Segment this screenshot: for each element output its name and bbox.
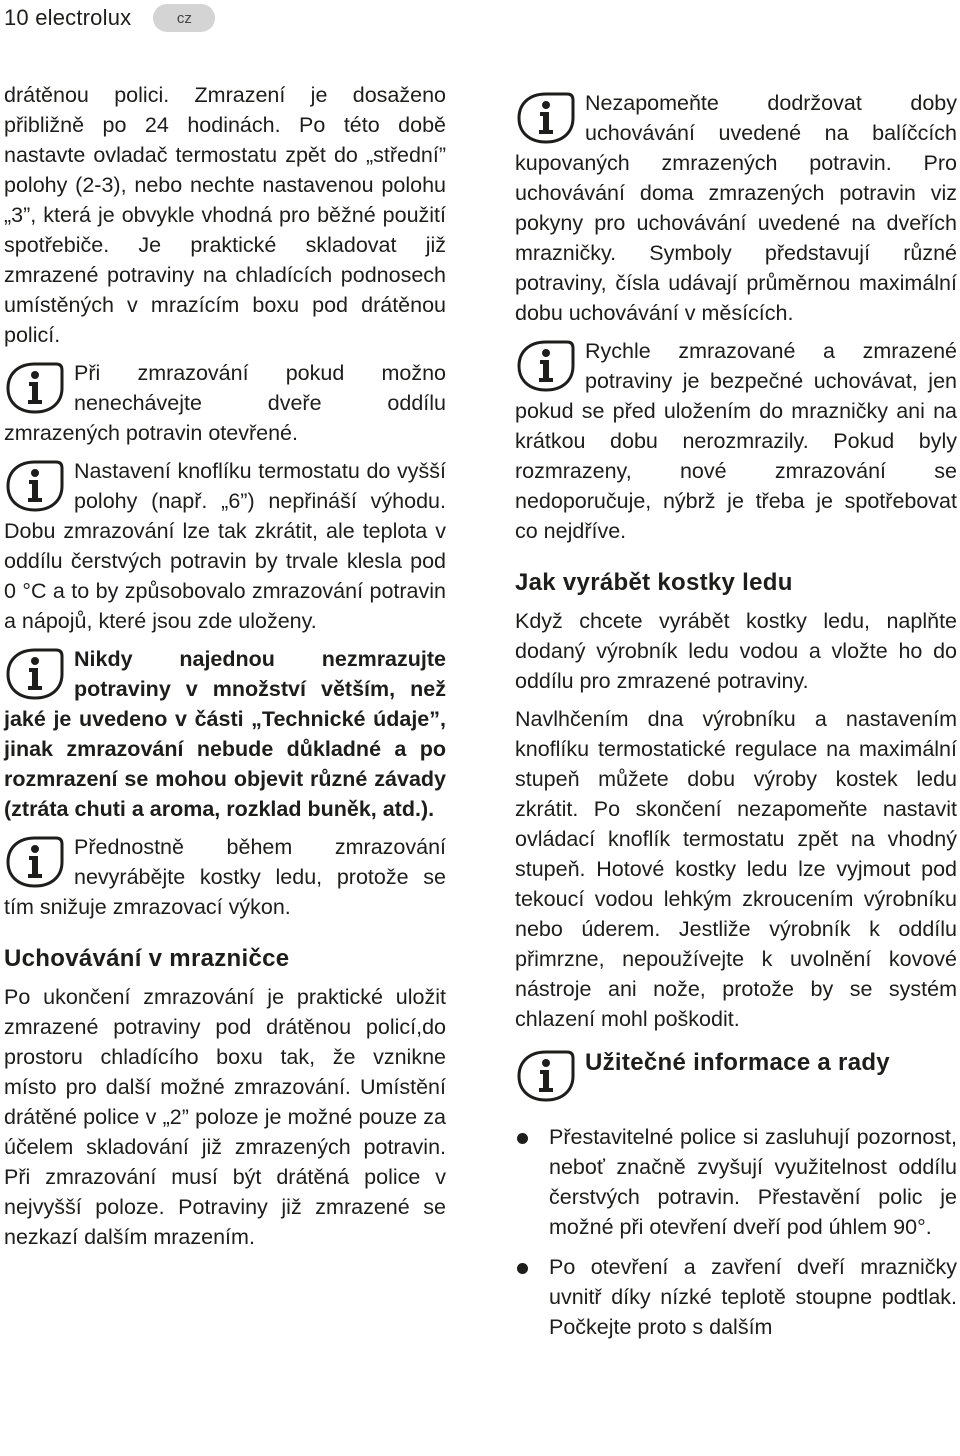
paragraph: Po ukončení zmrazování je praktické uložit zmrazené potraviny pod drátěnou policí,do prostoru chladícího boxu tak, že vznikne místo pro další možné zmrazování. Umístění drátěné police v „2” poloze je možné pouze za účelem skladování již zmrazených potravin. Při zmrazování musí být drátěná police v nejvyšší poloze. Potraviny již zmrazené se nezkazí dalším mrazením.: [4, 985, 446, 1249]
info-note: [4, 358, 446, 448]
section-heading: Jak vyrábět kostky ledu: [515, 569, 793, 596]
info-note-heading: [515, 1046, 957, 1104]
note-text: Rychle zmrazované a zmrazené potraviny je bezpečné uchovávat, jen pokud se před uložením do mrazničky ani na krátkou dobu nerozmrazily. Pokud byly rozmrazeny, nové zmrazování se nedoporučuje, nýbrž je třeba je spotřebovat co nejdříve.: [515, 339, 957, 543]
note-text: Nastavení knoflíku termostatu do vyšší polohy (např. „6”) nepřináší výhodu. Dobu zmrazování lze tak zkrátit, ale teplota v oddílu čerstvých potravin by trvale klesla pod 0 °C a to by způsobovalo zmrazování potravin a nápojů, které jsou zde uloženy.: [4, 459, 446, 633]
info-icon: [4, 360, 66, 416]
note-text: Při zmrazování pokud možno nenechávejte dveře oddílu zmrazených potravin otevřené.: [4, 361, 446, 445]
info-note: [4, 832, 446, 922]
info-icon: [515, 338, 577, 394]
bullet-dot: [517, 1263, 528, 1274]
note-text: Nikdy najednou nezmrazujte potraviny v množství větším, než jaké je uvedeno v části „Technické údaje”, jinak zmrazování nebude důkladné a po rozmrazení se mohou objevit různé závady (ztráta chuti a aroma, rozklad buněk, atd.).: [4, 647, 446, 821]
tips-list: [515, 1122, 957, 1342]
info-note: [515, 88, 957, 328]
info-icon: [4, 458, 66, 514]
info-icon: [4, 646, 66, 702]
page-header: [4, 0, 215, 36]
info-icon: [4, 834, 66, 890]
info-note: [4, 456, 446, 636]
note-text: Přednostně během zmrazování nevyrábějte kostky ledu, protože se tím snižuje zmrazovací výkon.: [4, 835, 446, 919]
list-item: Po otevření a zavření dveří mrazničky uvnitř díky nízké teplotě stoupne podtlak. Počkejte proto s dalším: [515, 1252, 957, 1342]
paragraph: Navlhčením dna výrobníku a nastavením knoflíku termostatické regulace na maximální stupeň můžete dobu výroby kostek ledu zkrátit. Po skončení nezapomeňte nastavit ovládací knoflík termostatu zpět na vhodný stupeň. Hotové kostky ledu lze vyjmout pod tekoucí vodou lehkým zkroucením výrobníku nebo úderem. Jestliže výrobník k oddílu přimrzne, nepoužívejte k uvolnění kovové nástroje ani nože, protože by se systém chlazení mohl poškodit.: [515, 707, 957, 1031]
note-text: Nezapomeňte dodržovat doby uchovávání uvedené na balíčcích kupovaných zmrazených potravin. Pro uchovávání doma zmrazených potravin viz pokyny pro uchovávání uvedené na dveřích mrazničky. Symboly představují různé potraviny, čísla udávají průměrnou maximální dobu uchovávání v měsících.: [515, 91, 957, 325]
section-heading: Užitečné informace a rady: [585, 1049, 890, 1076]
info-icon: [515, 90, 577, 146]
page-number-brand: 10 electrolux: [4, 5, 132, 30]
right-column: [515, 88, 957, 1352]
list-item: Přestavitelné police si zasluhují pozornost, neboť značně zvyšují využitelnost oddílu čerstvých potravin. Přestavění polic je možné při otevření dveří pod úhlem 90°.: [515, 1122, 957, 1242]
info-note: [515, 336, 957, 546]
info-note-warning: [4, 644, 446, 824]
left-column: [4, 80, 446, 1252]
section-heading: Uchovávání v mrazničce: [4, 945, 290, 972]
bullet-dot: [517, 1133, 528, 1144]
info-icon: [515, 1048, 577, 1104]
paragraph: Když chcete vyrábět kostky ledu, naplňte dodaný výrobník ledu vodou a vložte ho do oddílu pro zmrazené potraviny.: [515, 609, 957, 693]
paragraph: drátěnou polici. Zmrazení je dosaženo přibližně po 24 hodinách. Po této době nastavte ovladač termostatu zpět do „střední” polohy (2-3), nebo nechte nastavenou polohu „3”, která je obvykle vhodná pro běžné použití spotřebiče. Je praktické skladovat již zmrazené potraviny na chladících podnosech umístěných v mrazícím boxu pod drátěnou policí.: [4, 83, 446, 347]
language-badge: cz: [153, 4, 215, 32]
